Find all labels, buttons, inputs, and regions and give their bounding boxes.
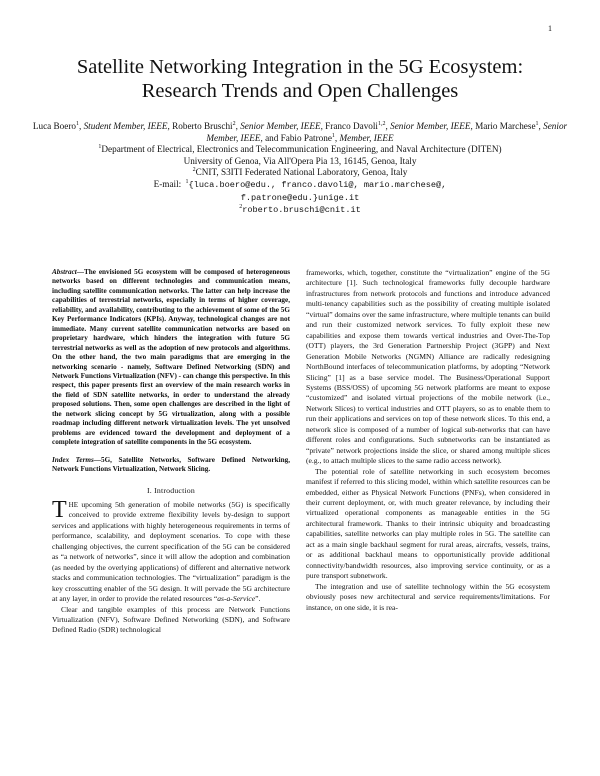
affiliation-text: Department of Electrical, Electronics and Telecommunication Engineering, and Naval Architecture (DITEN) (101, 144, 502, 155)
affiliation-sup: 2 (192, 167, 196, 174)
email-address[interactable]: f.patrone@edu.}unige.it (240, 192, 360, 203)
author-name: Luca Boero (32, 121, 76, 131)
page-number: 1 (548, 24, 552, 33)
author-role: Member, IEEE (339, 132, 394, 143)
abstract-label: Abstract (52, 268, 77, 276)
index-terms-label: Index Terms (52, 455, 94, 464)
intro-text-end: ”. (255, 594, 261, 604)
intro-paragraph-1 (52, 496, 290, 605)
section-heading-introduction: I. Introduction (146, 485, 196, 495)
author-sup: 2 (232, 120, 236, 127)
and-word: and (265, 132, 279, 143)
author-sup: 1 (75, 120, 79, 127)
affiliation-text: CNIT, S3ITI Federated National Laboratory, Genoa, Italy (195, 167, 408, 178)
author-sup: 1 (331, 132, 335, 139)
right-paragraph-2: The potential role of satellite networking in such ecosystem becomes manifest if referred to this slicing model, within which satellite resources can be embedded, either as Physical Network Functions (PNFs), when considered in their current deployment, or, with much greater relevance, by including their virtualized operational components as manageable entities in the 5G architectural framework. Thanks to their intrinsic ubiquity and broadcasting capabilities, satellite networks can play multiple roles in 5G. The satellite can act as a main single backhaul segment for rural areas, aircrafts, vessels, trains, or as additional backhaul means to opportunistically provide additional connectivity/bandwidth resources, also improving service continuity, or as a pure transport subnetwork. (306, 466, 550, 581)
abstract (52, 268, 290, 448)
abstract-text: —The envisioned 5G ecosystem will be composed of heterogeneous networks based on different technologies and communication means, including satellite communication networks. The latter can help increase the capabilities of terrestrial networks, especially in terms of higher coverage, reliability, and availability, contributing to the achievement of some of the 5G Key Performance Indicators (KPIs). Anyway, technological changes are not immediate. Many current satellite communication networks are based on proprietary hardware, which hinders the integration with future 5G terrestrial networks as well as the adoption of new protocols and algorithms. On the other hand, the two main paradigms that are emerging in the networking scenario - namely, Software Defined Networking (SDN) and Network Functions Virtualization (NFV) - can change this perspective. In this respect, this paper presents first an overview of the main research works in the field of SDN satellite networks, in order to understand the already proposed solutions. Then, some open challenges are described in the light of the network slicing concept by 5G virtualization, along with a possible roadmap including different network virtualization levels. The yet unsolved problems are evidenced toward the development and deployment of a complete integration of satellite components in the 5G ecosystem. (52, 268, 290, 447)
right-paragraph-3: The integration and use of satellite technology within the 5G ecosystem obviously poses new architectural and service requirements/limitations. For instance, on one side, it is rea- (306, 581, 550, 612)
author-block (30, 121, 570, 217)
affiliation-2 (30, 167, 570, 179)
email-sup: 1 (185, 178, 189, 185)
affiliation-1-address: University of Genoa, Via All'Opera Pia 13, 16145, Genoa, Italy (183, 155, 417, 166)
email-line-3 (30, 204, 570, 217)
left-column (52, 268, 290, 636)
author-line-1: Luca Boero$^1$, Student Member, IEEE, Roberto Bruschi$^2$, Senior Member, IEEE, Franco Davoli$^{1,2}$, Senior Member, IEEE, Mario Marchese$^1$, Senior Member, IEEE, and Fabio Patrone$^1$, Member, IEEE (32, 120, 568, 143)
email-address[interactable]: roberto.bruschi@cnit.it (242, 205, 361, 216)
intro-paragraph-2: Clear and tangible examples of this process are Network Functions Virtualization (NFV), Software Defined Networking (SDN), and Software Defined Radio (SDR) technological (52, 604, 290, 635)
author-name: Mario Marchese (475, 121, 536, 131)
email-line-1 (30, 179, 570, 192)
lead-caps: HE (68, 500, 79, 509)
affiliation-1 (30, 144, 570, 156)
email-label: E-mail: (153, 178, 182, 189)
email-address[interactable]: {luca.boero@edu., franco.davoli@, mario.marchese@, (188, 179, 447, 190)
right-column (306, 268, 550, 613)
author-name: Roberto Bruschi (172, 121, 233, 131)
author-name: Franco Davoli (325, 121, 378, 131)
author-role: Senior Member, IEEE, (240, 121, 323, 131)
intro-text: upcoming 5th generation of mobile networks (5G) is specifically conceived to provide extreme flexibility levels by-design to support services and applications with highly heterogeneous requirements in terms of performance, scalability, and deployment scenarios. To cope with these challenging objectives, the current specification of the 5G can be considered as “a network of networks”, since it will allow the adoption and combination (as needed by the overlying applications) of different and alternative network stacks and communication technologies. The “virtualization” paradigm is the key crosscutting enabler of the 5G design. It will pervade the 5G architecture at any layer, in order to provide the related resources “ (52, 499, 290, 604)
affiliation-sup: 1 (98, 144, 102, 151)
paper-title: Satellite Networking Integration in the 5G Ecosystem: Research Trends and Open Challenges (76, 56, 524, 102)
index-terms (52, 456, 290, 475)
email-sup: 2 (239, 204, 243, 211)
index-terms-text: —5G, Satellite Networks, Software Defined Networking, Network Functions Virtualization, Network Slicing. (52, 455, 290, 474)
author-role: Senior Member, IEEE, (206, 121, 568, 143)
right-paragraph-1: frameworks, which, together, constitute the “virtualization” engine of the 5G architecture [1]. Such technological frameworks fully decouple hardware infrastructures from network protocols and functions and introduce advanced multi-tenancy capabilities such as the possibility of creating multiple isolated “virtual” domains over the same infrastructure, where multiple tenants can build and run their customized network services. To fully exploit these new capabilities and expose them towards vertical industries and Over-The-Top (OTT) players, the 3rd Generation Partnership Project (3GPP) and Next Generation Mobile Networks (NGMN) Alliance are radically redesigning NorthBound interfaces of telecommunication platforms, by adopting “Network Slicing” [1] as a base service model. The Business/Operational Support Systems (BSS/OSS) of upcoming 5G network platforms are meant to expose “customized” and isolated virtual projections of the mobile network (i.e., Network Slices) to vertical industries and OTT players, so as to enable them to run their applications and services on top of these network slices. To this end, a network slice is composed of a number of logical sub-networks that can have different roles and configurations. Such subnetworks can be instantiated as “private” network projections inside the slice, or shared among multiple slices (e.g., to attach multiple slices to the same radio access network). (306, 268, 550, 466)
author-sup: 1,2 (378, 120, 386, 127)
author-role: Senior Member, IEEE, (390, 121, 473, 131)
author-sup: 1 (535, 120, 539, 127)
drop-cap: T (52, 496, 67, 523)
email-line-2 (30, 192, 570, 205)
author-name: Fabio Patrone (280, 132, 332, 143)
author-role: Student Member, IEEE, (83, 121, 170, 131)
intro-italic: as-a-Service (217, 594, 256, 604)
